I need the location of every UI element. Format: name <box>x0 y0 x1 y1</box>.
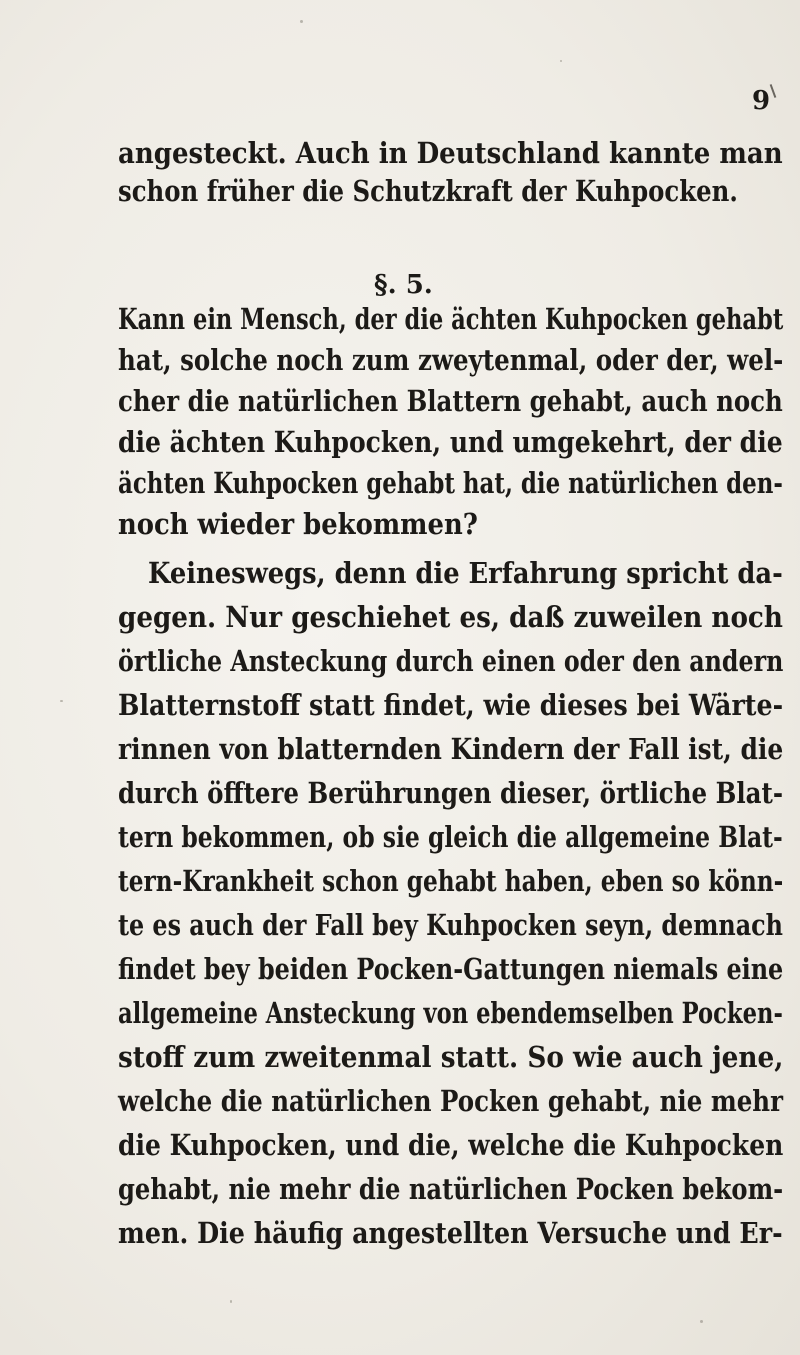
text-line: men. Die häufig angestellten Versuche und Er- <box>118 1216 783 1250</box>
page-corner-mark <box>770 84 777 98</box>
text-line: die ächten Kuhpocken, und umgekehrt, der die <box>118 425 783 459</box>
text-line: welche die natürlichen Pocken gehabt, nie mehr <box>118 1084 783 1118</box>
text-line: ächten Kuhpocken gehabt hat, die natürlichen den- <box>118 466 783 500</box>
text-line: rinnen von blatternden Kindern der Fall ist, die <box>118 732 784 766</box>
text-line: findet bey beiden Pocken-Gattungen niemals eine <box>118 952 784 986</box>
text-line: Keineswegs, denn die Erfahrung spricht da- <box>148 556 783 590</box>
text-line: Blatternstoff statt findet, wie dieses bei Wärte- <box>118 688 784 722</box>
text-line: tern-Krankheit schon gehabt haben, eben so könn- <box>118 864 784 898</box>
paper-speck <box>300 20 303 23</box>
text-line: tern bekommen, ob sie gleich die allgemeine Blat- <box>118 820 783 854</box>
text-line: Kann ein Mensch, der die ächten Kuhpocken gehabt <box>118 302 784 336</box>
paper-speck <box>560 60 562 62</box>
text-line: gegen. Nur geschiehet es, daß zuweilen noch <box>118 600 783 634</box>
text-line: stoff zum zweitenmal statt. So wie auch jene, <box>118 1040 784 1074</box>
paper-speck <box>700 1320 703 1323</box>
page-number: 9 <box>752 86 771 116</box>
text-line: gehabt, nie mehr die natürlichen Pocken bekom- <box>118 1172 784 1206</box>
text-line: noch wieder bekommen? <box>118 507 478 541</box>
text-line: hat, solche noch zum zweytenmal, oder der, wel- <box>118 343 784 377</box>
text-line: schon früher die Schutzkraft der Kuhpocken. <box>118 174 738 208</box>
text-line: allgemeine Ansteckung von ebendemselben Pocken- <box>118 996 783 1030</box>
text-line: durch öfftere Berührungen dieser, örtliche Blat- <box>118 776 784 810</box>
paper-speck <box>60 700 63 702</box>
text-line: cher die natürlichen Blattern gehabt, auch noch <box>118 384 783 418</box>
text-line: te es auch der Fall bey Kuhpocken seyn, demnach <box>118 908 783 942</box>
text-line: die Kuhpocken, und die, welche die Kuhpocken <box>118 1128 784 1162</box>
section-heading: §. 5. <box>374 270 433 300</box>
text-line: örtliche Ansteckung durch einen oder den andern <box>118 644 784 678</box>
text-line: angesteckt. Auch in Deutschland kannte man <box>118 136 783 170</box>
paper-speck <box>230 1300 232 1303</box>
